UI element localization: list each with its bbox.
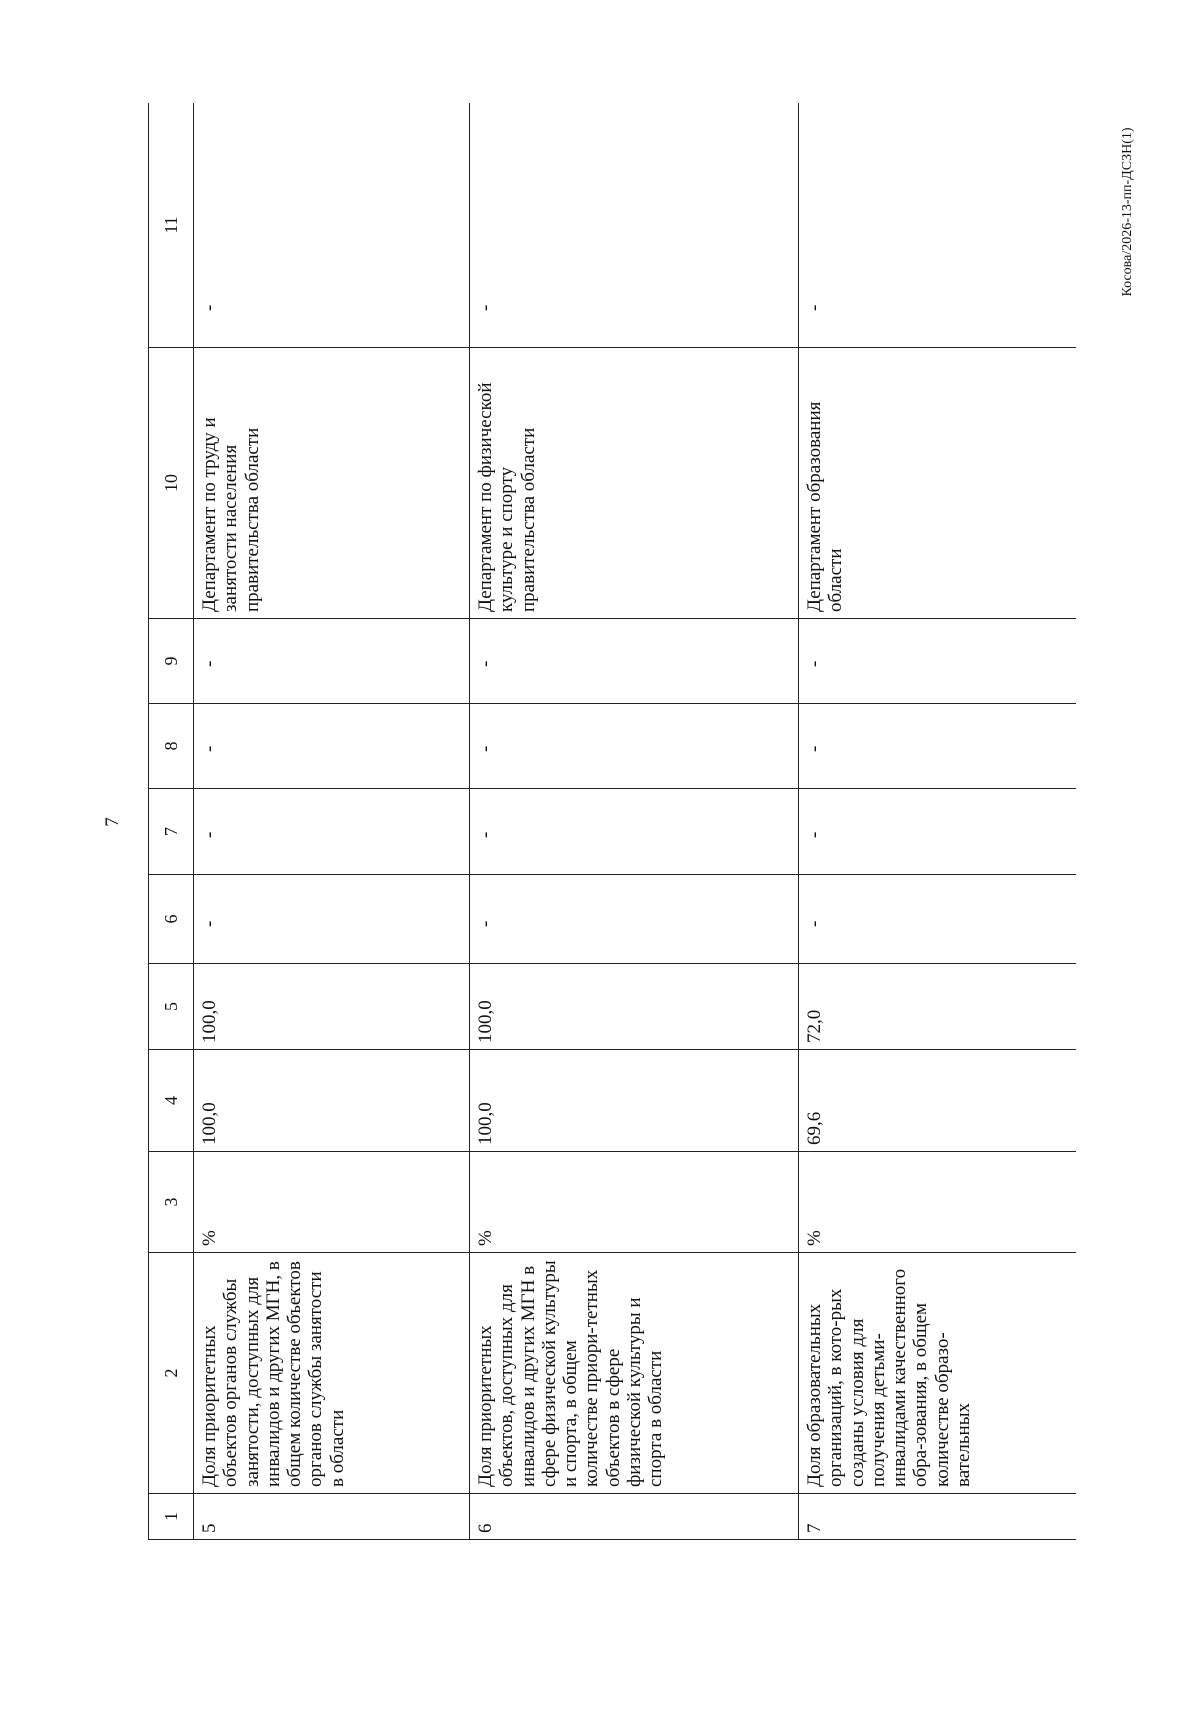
table-frame bbox=[148, 103, 1076, 1540]
value-cell-col6: - bbox=[194, 875, 470, 964]
value-cell-col5: 100,0 bbox=[470, 964, 799, 1050]
header-cell-9: 9 bbox=[149, 619, 194, 704]
document-code-text: Косова/2026-13-пп-ДСЗН(1) bbox=[1120, 127, 1135, 297]
value-cell-col8: - bbox=[194, 704, 470, 789]
responsible-cell: Департамент по физической культуре и спорту правительства области bbox=[470, 348, 799, 619]
value-cell-col4: 69,6 bbox=[799, 1050, 1077, 1152]
row-number-cell: 7 bbox=[799, 1494, 1077, 1540]
value-cell-col8: - bbox=[470, 704, 799, 789]
value-cell-col7: - bbox=[470, 789, 799, 875]
table-header-row bbox=[149, 103, 194, 1540]
header-cell-11: 11 bbox=[149, 103, 194, 348]
row-number-cell: 6 bbox=[470, 1494, 799, 1540]
table-row bbox=[194, 103, 470, 1540]
header-cell-10: 10 bbox=[149, 348, 194, 619]
indicator-name-cell: Доля образовательных организаций, в кото-рых созданы условия для получения детьми-инвалидами качественного обра-зования, в общем количестве образо-вательных bbox=[799, 1253, 1077, 1494]
value-cell-col7: - bbox=[799, 789, 1077, 875]
unit-cell: % bbox=[799, 1152, 1077, 1253]
document-code bbox=[1116, 127, 1140, 297]
responsible-cell: Департамент образования области bbox=[799, 348, 1077, 619]
header-cell-5: 5 bbox=[149, 964, 194, 1050]
indicator-name-cell: Доля приоритетных объектов, доступных для инвалидов и других МГН в сфере физической культуры и спорта, в общем количестве приори-тетных объектов в сфере физической культуры и спорта в области bbox=[470, 1253, 799, 1494]
row-number-cell: 5 bbox=[194, 1494, 470, 1540]
value-cell-col11: - bbox=[194, 103, 470, 348]
table-row bbox=[799, 103, 1077, 1540]
header-cell-6: 6 bbox=[149, 875, 194, 964]
unit-cell: % bbox=[194, 1152, 470, 1253]
value-cell-col6: - bbox=[799, 875, 1077, 964]
header-cell-7: 7 bbox=[149, 789, 194, 875]
value-cell-col8: - bbox=[799, 704, 1077, 789]
value-cell-col9: - bbox=[470, 619, 799, 704]
value-cell-col6: - bbox=[470, 875, 799, 964]
value-cell-col9: - bbox=[799, 619, 1077, 704]
value-cell-col7: - bbox=[194, 789, 470, 875]
header-cell-8: 8 bbox=[149, 704, 194, 789]
value-cell-col4: 100,0 bbox=[194, 1050, 470, 1152]
rotated-table-container bbox=[148, 103, 1076, 1540]
indicator-name-cell: Доля приоритетных объектов органов службы занятости, доступных для инвалидов и других МГН, в общем количестве объектов органов службы занятости в области bbox=[194, 1253, 470, 1494]
page-number: 7 bbox=[102, 817, 123, 827]
value-cell-col11: - bbox=[799, 103, 1077, 348]
header-cell-2: 2 bbox=[149, 1253, 194, 1494]
value-cell-col5: 72,0 bbox=[799, 964, 1077, 1050]
header-cell-1: 1 bbox=[149, 1494, 194, 1540]
indicators-table bbox=[148, 103, 1076, 1540]
header-cell-3: 3 bbox=[149, 1152, 194, 1253]
responsible-cell: Департамент по труду и занятости населения правительства области bbox=[194, 348, 470, 619]
header-cell-4: 4 bbox=[149, 1050, 194, 1152]
table-row bbox=[470, 103, 799, 1540]
value-cell-col5: 100,0 bbox=[194, 964, 470, 1050]
unit-cell: % bbox=[470, 1152, 799, 1253]
value-cell-col4: 100,0 bbox=[470, 1050, 799, 1152]
value-cell-col11: - bbox=[470, 103, 799, 348]
value-cell-col9: - bbox=[194, 619, 470, 704]
